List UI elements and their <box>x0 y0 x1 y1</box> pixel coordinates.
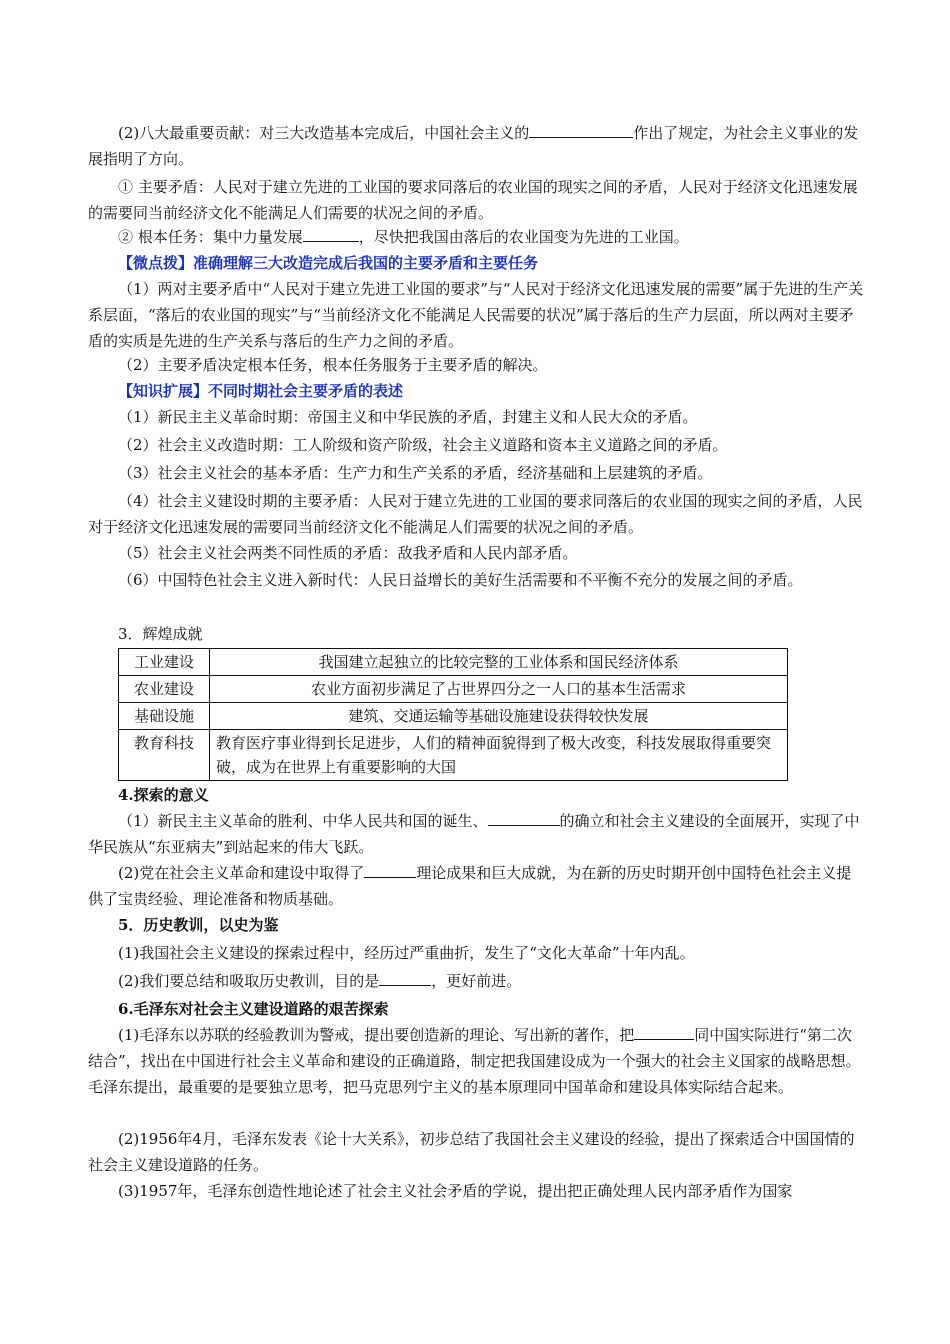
paragraph-exploration-1: (1)毛泽东以苏联的经验教训为警戒，提出要创造新的理论、写出新的著作，把 同中国实际进行“第二次结合”，找出在中国进行社会主义革命和建设的正确道路，制定把我国建设成为一个强大的社会主义国家的战略思想。毛泽东提出，最重要的是要独立思考，把马克思列宁主义的基本原理同中国革命和建设具体实际结合起来。 <box>88 1022 866 1100</box>
paragraph-significance-1: （1）新民主主义革命的胜利、中华人民共和国的诞生、 的确立和社会主义建设的全面展开，实现了中华民族从“东亚病夫”到站起来的伟大飞跃。 <box>88 808 866 860</box>
table-cell-value: 农业方面初步满足了占世界四分之一人口的基本生活需求 <box>210 676 788 703</box>
paragraph-eighth-congress: (2)八大最重要贡献：对三大改造基本完成后，中国社会主义的 作出了规定，为社会主义事业的发展指明了方向。 <box>88 120 866 172</box>
table-cell-value: 我国建立起独立的比较完整的工业体系和国民经济体系 <box>210 649 788 676</box>
table-cell-label: 工业建设 <box>119 649 210 676</box>
fill-blank[interactable] <box>529 120 633 138</box>
table-cell-label: 教育科技 <box>119 730 210 781</box>
table-cell-label: 农业建设 <box>119 676 210 703</box>
paragraph-exploration-2: (2)1956年4月，毛泽东发表《论十大关系》，初步总结了我国社会主义建设的经验，提出了探索适合中国国情的社会主义建设道路的任务。 <box>88 1130 855 1174</box>
section-heading-exploration: 6.毛泽东对社会主义建设道路的艰苦探索 <box>118 1000 389 1018</box>
extension-item: （6）中国特色社会主义进入新时代：人民日益增长的美好生活需要和不平衡不充分的发展之间的矛盾。 <box>118 571 803 589</box>
section-heading-lessons: 5．历史教训，以史为鉴 <box>118 916 279 934</box>
tip-paragraph: （1）两对主要矛盾中“人民对于建立先进工业国的要求”与“人民对于经济文化迅速发展的需要”属于先进的生产关系层面，“落后的农业国的现实”与“当前经济文化不能满足人民需要的状况”属于落后的生产力层面，所以两对主要矛盾的实质是先进的生产关系与落后的生产力之间的矛盾。 <box>88 280 864 350</box>
fill-blank[interactable] <box>634 1022 694 1040</box>
section-heading-achievements: 3．辉煌成就 <box>118 625 203 643</box>
extension-item: （5）社会主义社会两类不同性质的矛盾：敌我矛盾和人民内部矛盾。 <box>118 544 578 562</box>
achievements-table <box>118 648 788 781</box>
extension-item: （3）社会主义社会的基本矛盾：生产力和生产关系的矛盾，经济基础和上层建筑的矛盾。 <box>118 464 713 482</box>
fill-blank[interactable] <box>379 968 431 986</box>
table-cell-label: 基础设施 <box>119 703 210 730</box>
table-row <box>119 730 788 781</box>
section-heading-significance: 4.探索的意义 <box>118 786 209 804</box>
paragraph-lessons-1: (1)我国社会主义建设的探索过程中，经历过严重曲折，发生了“文化大革命”十年内乱。 <box>118 944 695 962</box>
extension-item: （2）社会主义改造时期：工人阶级和资产阶级，社会主义道路和资本主义道路之间的矛盾。 <box>118 436 728 454</box>
fill-blank[interactable] <box>364 860 416 878</box>
paragraph-fundamental-task: ② 根本任务：集中力量发展 ，尽快把我国由落后的农业国变为先进的工业国。 <box>88 224 866 250</box>
paragraph-significance-2: (2)党在社会主义革命和建设中取得了 理论成果和巨大成就，为在新的历史时期开创中国特色社会主义提供了宝贵经验、理论准备和物质基础。 <box>88 860 866 912</box>
paragraph-exploration-3: (3)1957年，毛泽东创造性地论述了社会主义社会矛盾的学说，提出把正确处理人民内部矛盾作为国家 <box>118 1182 793 1200</box>
extension-item: （4）社会主义建设时期的主要矛盾：人民对于建立先进的工业国的要求同落后的农业国的现实之间的矛盾，人民对于经济文化迅速发展的需要同当前经济文化不能满足人们需要的状况之间的矛盾。 <box>88 492 863 536</box>
fill-blank[interactable] <box>303 224 359 242</box>
extension-heading: 【知识扩展】不同时期社会主要矛盾的表述 <box>118 382 404 400</box>
paragraph-main-contradiction: ① 主要矛盾：人民对于建立先进的工业国的要求同落后的农业国的现实之间的矛盾，人民对于经济文化迅速发展的需要同当前经济文化不能满足人们需要的状况之间的矛盾。 <box>88 178 858 222</box>
extension-item: （1）新民主主义革命时期：帝国主义和中华民族的矛盾，封建主义和人民大众的矛盾。 <box>118 408 698 426</box>
tip-heading: 【微点拨】准确理解三大改造完成后我国的主要矛盾和主要任务 <box>118 254 539 272</box>
tip-paragraph: （2）主要矛盾决定根本任务，根本任务服务于主要矛盾的解决。 <box>118 356 548 374</box>
table-cell-value: 教育医疗事业得到长足进步，人们的精神面貌得到了极大改变，科技发展取得重要突破，成为在世界上有重要影响的大国 <box>210 730 788 781</box>
table-row <box>119 703 788 730</box>
paragraph-lessons-2: (2)我们要总结和吸取历史教训，目的是 ，更好前进。 <box>88 968 866 994</box>
table-row <box>119 676 788 703</box>
fill-blank[interactable] <box>488 808 560 826</box>
table-row <box>119 649 788 676</box>
table-cell-value: 建筑、交通运输等基础设施建设获得较快发展 <box>210 703 788 730</box>
